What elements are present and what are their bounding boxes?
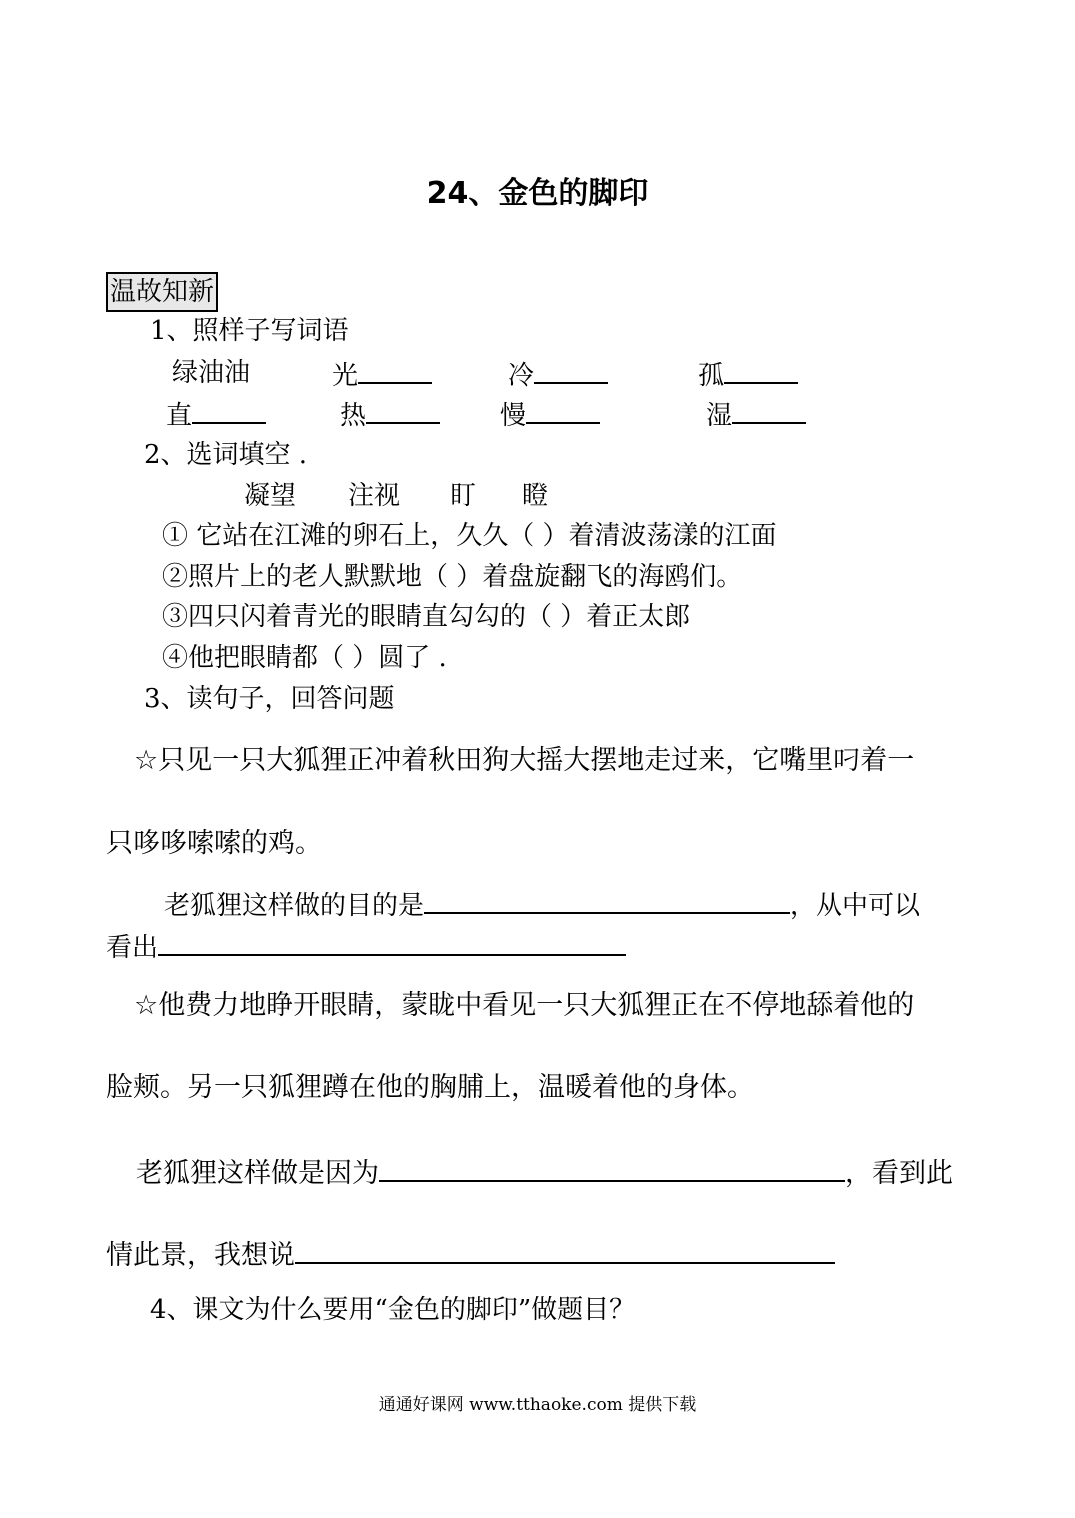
q1-char: 热 (340, 401, 367, 431)
q1-char: 孤 (698, 361, 725, 391)
q3-sentence-1-line-1: ☆只见一只大狐狸正冲着秋田狗大摇大摆地走过来，它嘴里叼着一 (134, 745, 915, 776)
q1-char: 直 (166, 401, 193, 431)
answer-blank[interactable] (379, 1152, 845, 1182)
q3-sentence-2-line-1: ☆他费力地睁开眼睛，蒙眬中看见一只大狐狸正在不停地舔着他的 (134, 990, 915, 1021)
q2-item-4: ④他把眼睛都（ ）圆了 . (162, 643, 447, 673)
q1-char: 慢 (500, 401, 527, 431)
q4-heading: 4、课文为什么要用“金色的脚印”做题目？ (150, 1295, 636, 1325)
q1-char: 冷 (508, 361, 535, 391)
page-title: 24、金色的脚印 (426, 176, 649, 211)
q3-answer-2-line-1 (136, 1152, 953, 1192)
q2-word-4: 瞪 (522, 481, 549, 511)
q1-item-3 (698, 356, 798, 393)
q2-word-3: 盯 (450, 481, 477, 511)
q2-heading: 2、选词填空 . (144, 440, 308, 470)
answer-blank[interactable] (732, 396, 806, 424)
q3-answer-2-prefix: 老狐狸这样做是因为 (136, 1158, 379, 1189)
q1-item-4 (166, 396, 266, 433)
answer-blank[interactable] (724, 356, 798, 384)
q1-item-5 (340, 396, 440, 433)
q1-example: 绿油油 (172, 358, 251, 388)
q1-item-6 (500, 396, 600, 433)
answer-blank[interactable] (295, 1234, 835, 1264)
q3-answer-1-mid: ，从中可以 (790, 891, 921, 921)
q3-answer-1-lead: 看出 (106, 933, 159, 963)
q3-sentence-1-line-2: 只哆哆嗦嗦的鸡。 (106, 828, 322, 859)
answer-blank[interactable] (534, 356, 608, 384)
q1-item-7 (706, 396, 806, 433)
q3-answer-2-suffix: ，看到此 (845, 1158, 953, 1189)
answer-blank[interactable] (358, 356, 432, 384)
answer-blank[interactable] (526, 396, 600, 424)
q3-heading: 3、读句子，回答问题 (144, 684, 395, 714)
q3-answer-1-line-2 (106, 928, 626, 965)
answer-blank[interactable] (192, 396, 266, 424)
q3-answer-1-line-1 (164, 886, 920, 923)
answer-blank[interactable] (424, 886, 790, 914)
q1-char: 光 (332, 361, 359, 391)
q3-sentence-2-line-2: 脸颊。另一只狐狸蹲在他的胸脯上，温暖着他的身体。 (106, 1072, 754, 1103)
answer-blank[interactable] (158, 928, 626, 956)
q2-word-1: 凝望 (244, 481, 297, 511)
q1-item-1 (332, 356, 432, 393)
q3-answer-1-prefix: 老狐狸这样做的目的是 (164, 891, 425, 921)
q1-char: 湿 (706, 401, 733, 431)
q2-item-3: ③四只闪着青光的眼睛直勾勾的（ ）着正太郎 (162, 602, 691, 632)
q3-answer-2-lead: 情此景，我想说 (106, 1240, 295, 1271)
q1-item-2 (508, 356, 608, 393)
answer-blank[interactable] (366, 396, 440, 424)
q1-heading: 1、照样子写词语 (150, 316, 349, 346)
q2-item-2: ②照片上的老人默默地（ ）着盘旋翻飞的海鸥们。 (162, 562, 743, 592)
q2-item-1: ① 它站在江滩的卵石上，久久（ ）着清波荡漾的江面 (162, 521, 777, 551)
q3-answer-2-line-2 (106, 1234, 835, 1274)
footer: 通通好课网 www.tthaoke.com 提供下载 (378, 1395, 697, 1415)
q2-word-2: 注视 (348, 481, 401, 511)
section-label: 温故知新 (106, 272, 218, 312)
